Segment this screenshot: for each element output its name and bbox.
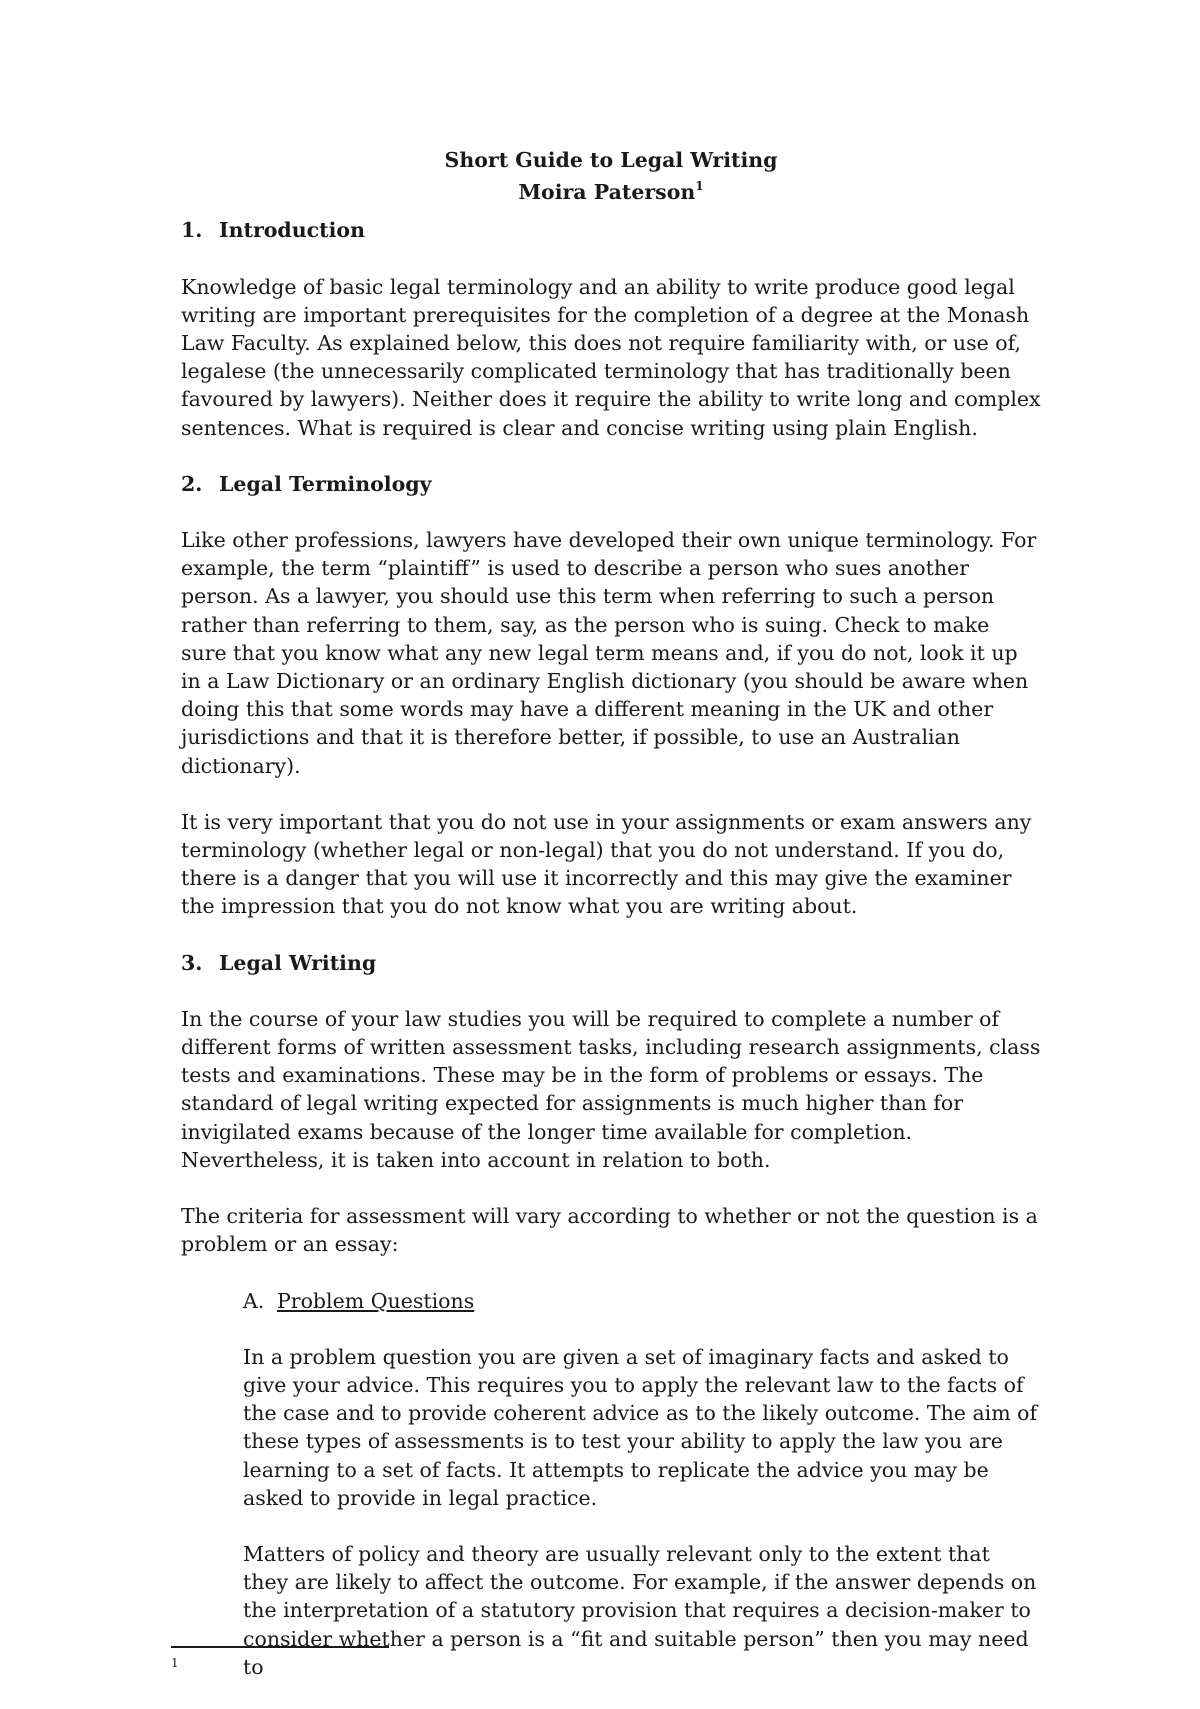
paragraph: Knowledge of basic legal terminology and an ability to write produce good legal writing are important prerequisites for the completion of a degree at the Monash Law Faculty. As explained below, this does not require familiarity with, or use of, legalese (the unnecessarily complicated terminology that has traditionally been favoured by lawyers). Neither does it require the ability to write long and complex sentences. What is required is clear and concise writing using plain English.: [181, 274, 1041, 440]
section-number: 2.: [181, 471, 203, 496]
section-title: Legal Terminology: [219, 471, 432, 496]
footnote-marker: 1: [171, 1656, 179, 1670]
section-title: Introduction: [219, 218, 365, 243]
paragraph: Matters of policy and theory are usually relevant only to the extent that they are likely to affect the outcome. For example, if the answer depends on the interpretation of a statutory provision that requires a decision-maker to consider whether a person is a “fit and suitable person” then you may need to: [243, 1541, 1037, 1679]
footnote-reference[interactable]: 1: [695, 179, 704, 194]
document-title: Short Guide to Legal Writing: [444, 148, 778, 172]
subsection-title: Problem Questions: [277, 1288, 475, 1313]
paragraph: In the course of your law studies you will be required to complete a number of different forms of written assessment tasks, including research assignments, class tests and examinations. These may be in the form of problems or essays. The standard of legal writing expected for assignments is much higher than for invigilated exams because of the longer time available for completion. Nevertheless, it is taken into account in relation to both.: [181, 1006, 1041, 1172]
author-name: Moira Paterson: [518, 180, 696, 205]
subsection-letter: A.: [243, 1288, 265, 1313]
section-number: 1.: [181, 218, 203, 243]
paragraph: In a problem question you are given a set of imaginary facts and asked to give your advice. This requires you to apply the relevant law to the facts of the case and to provide coherent advice as to the likely outcome. The aim of these types of assessments is to test your ability to apply the law you are learning to a set of facts. It attempts to replicate the advice you may be asked to provide in legal practice.: [243, 1344, 1038, 1510]
section-number: 3.: [181, 950, 203, 975]
paragraph: Like other professions, lawyers have developed their own unique terminology. For example, the term “plaintiff” is used to describe a person who sues another person. As a lawyer, you should use this term when referring to such a person rather than referring to them, say, as the person who is suing. Check to make sure that you know what any new legal term means and, if you do not, look it up in a Law Dictionary or an ordinary English dictionary (you should be aware when doing this that some words may have a different meaning in the UK and other jurisdictions and that it is therefore better, if possible, to use an Australian dictionary).: [181, 528, 1037, 778]
document-body: [181, 146, 1041, 1709]
paragraph: The criteria for assessment will vary according to whether or not the question is a problem or an essay:: [181, 1204, 1038, 1257]
paragraph: It is very important that you do not use in your assignments or exam answers any terminology (whether legal or non-legal) that you do not understand. If you do, there is a danger that you will use it incorrectly and this may give the examiner the impression that you do not know what you are writing about.: [181, 809, 1032, 919]
subsection-heading-problem-questions: [243, 1287, 1041, 1315]
section-title: Legal Writing: [219, 950, 377, 975]
footnote-separator: [171, 1646, 389, 1648]
section-heading-legal-writing: [181, 949, 1041, 977]
document-author: [181, 178, 1041, 206]
section-heading-introduction: [181, 216, 1041, 244]
section-heading-legal-terminology: [181, 470, 1041, 498]
